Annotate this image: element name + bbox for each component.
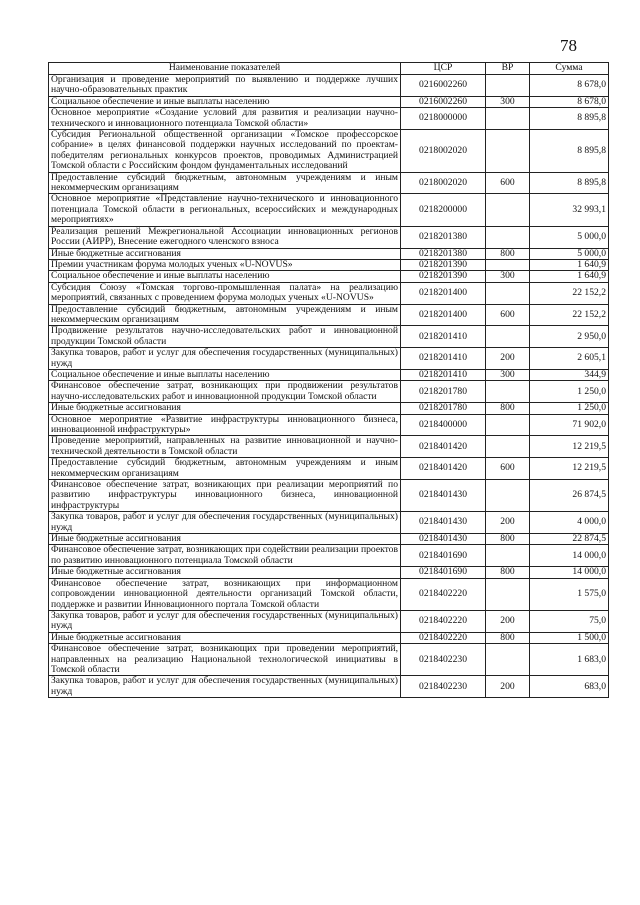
cell-sum: 8 895,8 (530, 172, 609, 194)
cell-vr: 800 (486, 534, 530, 545)
cell-csr: 0218201410 (401, 326, 486, 348)
table-row (49, 578, 609, 610)
cell-csr: 0218401430 (401, 512, 486, 534)
cell-csr: 0218002020 (401, 172, 486, 194)
cell-name: Финансовое обеспечение затрат, возникающих при реализации мероприятий по развитию инфраструктуры инновационного бизнеса, инновационной инфраструктуры (49, 480, 401, 512)
cell-csr: 0218201410 (401, 369, 486, 380)
cell-csr: 0218402220 (401, 610, 486, 632)
cell-sum: 32 993,1 (530, 194, 609, 226)
cell-sum: 22 152,2 (530, 282, 609, 304)
table-row (49, 194, 609, 226)
cell-name: Предоставление субсидий бюджетным, автономным учреждениям и иным некоммерческим организациям (49, 304, 401, 326)
cell-csr: 0218401430 (401, 480, 486, 512)
table-row (49, 545, 609, 567)
cell-sum: 12 219,5 (530, 458, 609, 480)
table-row (49, 259, 609, 270)
cell-vr (486, 480, 530, 512)
table-row (49, 348, 609, 370)
cell-vr: 600 (486, 304, 530, 326)
cell-name: Иные бюджетные ассигнования (49, 632, 401, 643)
table-row (49, 248, 609, 259)
cell-csr: 0218201780 (401, 381, 486, 403)
cell-vr (486, 194, 530, 226)
table-row (49, 75, 609, 97)
table-row (49, 436, 609, 458)
cell-csr: 0218401430 (401, 534, 486, 545)
cell-csr: 0218401690 (401, 545, 486, 567)
cell-sum: 8 895,8 (530, 108, 609, 130)
cell-vr (486, 75, 530, 97)
cell-csr: 0218201410 (401, 348, 486, 370)
table-row (49, 534, 609, 545)
cell-sum: 2 950,0 (530, 326, 609, 348)
table-row (49, 96, 609, 107)
cell-sum: 8 678,0 (530, 75, 609, 97)
cell-csr: 0218402230 (401, 644, 486, 676)
page-number: 78 (560, 36, 577, 55)
header-name: Наименование показателей (49, 63, 401, 75)
cell-vr (486, 108, 530, 130)
table-row (49, 676, 609, 698)
cell-name: Субсидия Региональной общественной организации «Томское профессорское собрание» в целях финансовой поддержки научных исследований по проектам-победителям региональных конкурсов проектов, проводимых Администрацией Томской области с Российским фондом фундаментальных исследований (49, 130, 401, 173)
cell-vr: 300 (486, 271, 530, 282)
cell-vr: 800 (486, 567, 530, 578)
cell-sum: 22 152,2 (530, 304, 609, 326)
cell-vr: 800 (486, 248, 530, 259)
cell-sum: 14 000,0 (530, 545, 609, 567)
table-row (49, 632, 609, 643)
cell-csr: 0218201400 (401, 304, 486, 326)
cell-csr: 0218201400 (401, 282, 486, 304)
cell-sum: 1 250,0 (530, 403, 609, 414)
cell-vr: 200 (486, 348, 530, 370)
cell-csr: 0218201390 (401, 259, 486, 270)
cell-name: Основное мероприятие «Представление научно-технического и инновационного потенциала Томской области в региональных, всероссийских и международных мероприятиях» (49, 194, 401, 226)
header-csr: ЦСР (401, 63, 486, 75)
cell-name: Социальное обеспечение и иные выплаты населению (49, 96, 401, 107)
table-row (49, 369, 609, 380)
cell-csr: 0218401690 (401, 567, 486, 578)
cell-name: Финансовое обеспечение затрат, возникающих при проведении мероприятий, направленных на реализацию Национальной технологической инициативы в Томской области (49, 644, 401, 676)
cell-sum: 683,0 (530, 676, 609, 698)
cell-vr: 200 (486, 512, 530, 534)
cell-vr: 600 (486, 458, 530, 480)
cell-vr: 200 (486, 676, 530, 698)
cell-vr (486, 644, 530, 676)
table-row (49, 304, 609, 326)
table-row (49, 326, 609, 348)
cell-sum: 1 640,9 (530, 259, 609, 270)
cell-csr: 0218401420 (401, 458, 486, 480)
cell-vr: 300 (486, 96, 530, 107)
table-row (49, 480, 609, 512)
cell-vr: 800 (486, 403, 530, 414)
cell-csr: 0218002020 (401, 130, 486, 173)
cell-name: Продвижение результатов научно-исследовательских работ и инновационной продукции Томской области (49, 326, 401, 348)
cell-sum: 4 000,0 (530, 512, 609, 534)
cell-sum: 1 640,9 (530, 271, 609, 282)
cell-csr: 0218201380 (401, 226, 486, 248)
cell-vr (486, 259, 530, 270)
cell-name: Основное мероприятие «Развитие инфраструктуры инновационного бизнеса, инновационной инфраструктуры» (49, 414, 401, 436)
cell-name: Организация и проведение мероприятий по выявлению и поддержке лучших научно-образовательных практик (49, 75, 401, 97)
cell-sum: 14 000,0 (530, 567, 609, 578)
header-sum: Сумма (530, 63, 609, 75)
cell-csr: 0216002260 (401, 75, 486, 97)
table-row (49, 172, 609, 194)
cell-csr: 0218402220 (401, 578, 486, 610)
cell-name: Закупка товаров, работ и услуг для обеспечения государственных (муниципальных) нужд (49, 348, 401, 370)
cell-sum: 1 683,0 (530, 644, 609, 676)
cell-name: Социальное обеспечение и иные выплаты населению (49, 369, 401, 380)
cell-csr: 0218201380 (401, 248, 486, 259)
cell-vr (486, 436, 530, 458)
cell-sum: 75,0 (530, 610, 609, 632)
cell-name: Закупка товаров, работ и услуг для обеспечения государственных (муниципальных) нужд (49, 512, 401, 534)
cell-csr: 0218400000 (401, 414, 486, 436)
cell-sum: 71 902,0 (530, 414, 609, 436)
cell-name: Субсидия Союзу «Томская торгово-промышленная палата» на реализацию мероприятий, связанных с проведением форума молодых ученых «U-NOVUS» (49, 282, 401, 304)
cell-name: Иные бюджетные ассигнования (49, 534, 401, 545)
cell-vr: 200 (486, 610, 530, 632)
cell-vr (486, 326, 530, 348)
cell-vr (486, 226, 530, 248)
cell-csr: 0218402220 (401, 632, 486, 643)
cell-csr: 0218401420 (401, 436, 486, 458)
cell-name: Премии участникам форума молодых ученых «U-NOVUS» (49, 259, 401, 270)
cell-sum: 8 678,0 (530, 96, 609, 107)
cell-sum: 2 605,1 (530, 348, 609, 370)
cell-vr (486, 282, 530, 304)
cell-vr (486, 130, 530, 173)
cell-csr: 0218000000 (401, 108, 486, 130)
cell-name: Предоставление субсидий бюджетным, автономным учреждениям и иным некоммерческим организациям (49, 458, 401, 480)
table-row (49, 226, 609, 248)
cell-name: Иные бюджетные ассигнования (49, 248, 401, 259)
table-row (49, 403, 609, 414)
cell-sum: 1 500,0 (530, 632, 609, 643)
table-row (49, 610, 609, 632)
cell-csr: 0218201780 (401, 403, 486, 414)
table-row (49, 458, 609, 480)
table-row (49, 130, 609, 173)
table-row (49, 108, 609, 130)
cell-sum: 8 895,8 (530, 130, 609, 173)
cell-name: Реализация решений Межрегиональной Ассоциации инновационных регионов России (АИРР), Внесение ежегодного членского взноса (49, 226, 401, 248)
cell-sum: 344,9 (530, 369, 609, 380)
table-row (49, 414, 609, 436)
cell-sum: 5 000,0 (530, 226, 609, 248)
table-row (49, 644, 609, 676)
cell-name: Основное мероприятие «Создание условий для развития и реализации научно-технического и инновационного потенциала Томской области» (49, 108, 401, 130)
budget-table (48, 62, 609, 698)
cell-vr: 800 (486, 632, 530, 643)
cell-sum: 12 219,5 (530, 436, 609, 458)
table-row (49, 282, 609, 304)
table-row (49, 567, 609, 578)
cell-vr (486, 381, 530, 403)
cell-sum: 22 874,5 (530, 534, 609, 545)
cell-name: Финансовое обеспечение затрат, возникающих при информационном сопровождении инновационной деятельности организаций Томской области, поддержке и развитии Инновационного портала Томской области (49, 578, 401, 610)
cell-name: Иные бюджетные ассигнования (49, 403, 401, 414)
cell-csr: 0218201390 (401, 271, 486, 282)
table-header-row (49, 63, 609, 75)
table-row (49, 381, 609, 403)
header-vr: ВР (486, 63, 530, 75)
cell-vr (486, 545, 530, 567)
cell-name: Социальное обеспечение и иные выплаты населению (49, 271, 401, 282)
table-row (49, 512, 609, 534)
table-row (49, 271, 609, 282)
cell-sum: 1 250,0 (530, 381, 609, 403)
cell-vr (486, 414, 530, 436)
cell-name: Закупка товаров, работ и услуг для обеспечения государственных (муниципальных) нужд (49, 676, 401, 698)
cell-name: Проведение мероприятий, направленных на развитие инновационной и научно-технической деятельности в Томской области (49, 436, 401, 458)
cell-sum: 1 575,0 (530, 578, 609, 610)
cell-sum: 5 000,0 (530, 248, 609, 259)
cell-name: Иные бюджетные ассигнования (49, 567, 401, 578)
cell-name: Закупка товаров, работ и услуг для обеспечения государственных (муниципальных) нужд (49, 610, 401, 632)
cell-name: Финансовое обеспечение затрат, возникающих при содействии реализации проектов по развитию инновационного потенциала Томской области (49, 545, 401, 567)
cell-name: Финансовое обеспечение затрат, возникающих при продвижении результатов научно-исследовательских работ и инновационной продукции Томской области (49, 381, 401, 403)
cell-vr: 600 (486, 172, 530, 194)
cell-csr: 0218200000 (401, 194, 486, 226)
cell-name: Предоставление субсидий бюджетным, автономным учреждениям и иным некоммерческим организациям (49, 172, 401, 194)
cell-csr: 0216002260 (401, 96, 486, 107)
cell-csr: 0218402230 (401, 676, 486, 698)
cell-vr: 300 (486, 369, 530, 380)
cell-sum: 26 874,5 (530, 480, 609, 512)
cell-vr (486, 578, 530, 610)
